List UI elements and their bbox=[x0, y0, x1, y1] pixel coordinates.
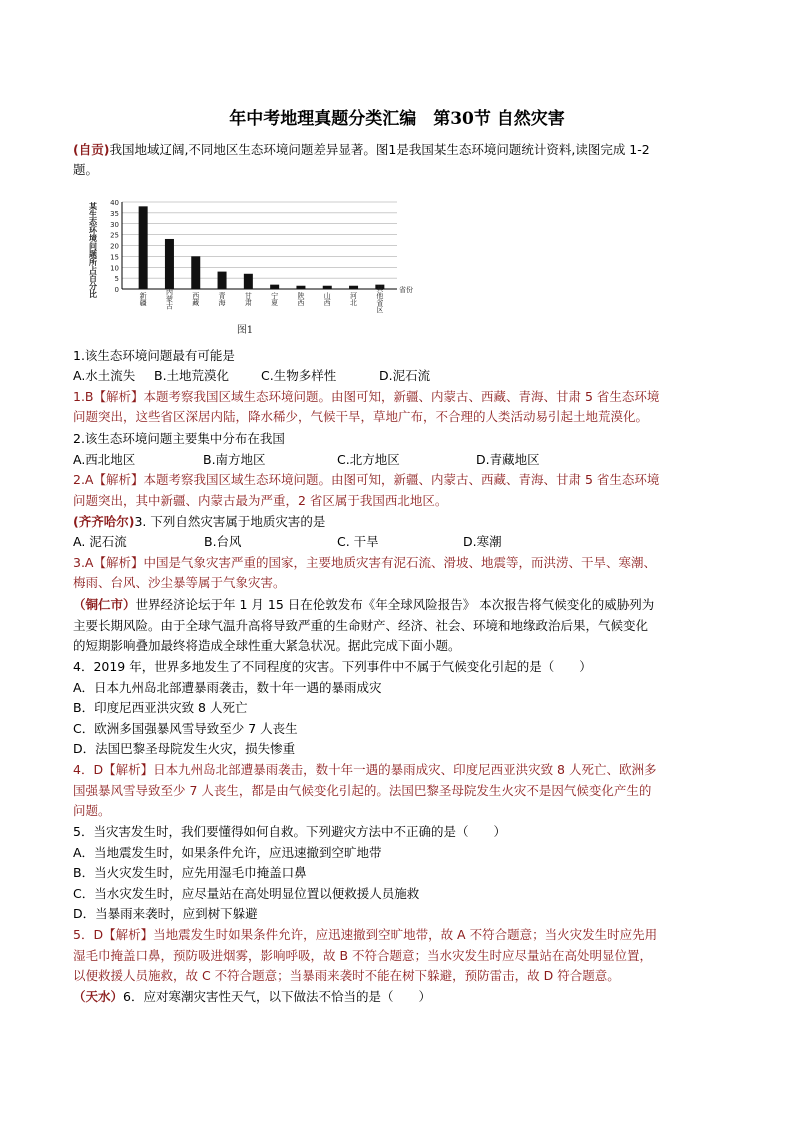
bar bbox=[323, 286, 332, 289]
answer-2-line: 问题突出，其中新疆、内蒙古最为严重，2 省区属于我国西北地区。 bbox=[73, 493, 448, 508]
bar-chart bbox=[85, 188, 415, 338]
y-tick-label: 0 bbox=[114, 286, 119, 294]
x-tick-label: 甘肃 bbox=[244, 292, 253, 306]
answer-5-line: 以便救援人员施救，故 C 不符合题意；当暴雨来袭时不能在树下躲避，预防雷击，故 D 符合题意。 bbox=[73, 968, 620, 983]
question-1: 1.该生态环境问题最有可能是 bbox=[73, 348, 235, 363]
bar bbox=[139, 206, 148, 289]
option-d: D．法国巴黎圣母院发生火灾，损失惨重 bbox=[73, 741, 296, 756]
answer-4-line: 4．D【解析】日本九州岛北部遭暴雨袭击，数十年一遇的暴雨成灾、印度尼西亚洪灾致 8 人死亡、欧洲多 bbox=[73, 762, 657, 777]
y-tick-label: 10 bbox=[110, 264, 119, 273]
option-c: C.北方地区 bbox=[337, 452, 400, 467]
answer-1-line: 1.B【解析】本题考察我国区域生态环境问题。由图可知，新疆、内蒙古、西藏、青海、甘肃 5 省生态环境 bbox=[73, 389, 660, 404]
question-1-options bbox=[73, 366, 723, 387]
x-tick-label: 河北 bbox=[349, 292, 358, 306]
bar bbox=[296, 286, 305, 289]
option-b: B.台风 bbox=[204, 534, 242, 549]
option-a: A.水土流失 bbox=[73, 368, 136, 383]
source-tag: (自贡) bbox=[73, 142, 110, 157]
question-3: (齐齐哈尔)3. 下列自然灾害属于地质灾害的是 bbox=[73, 514, 326, 529]
y-tick-label: 25 bbox=[110, 231, 119, 240]
intro-line-2: 题。 bbox=[73, 162, 99, 177]
option-d: D.泥石流 bbox=[379, 368, 431, 383]
x-axis-label: 省份 bbox=[399, 286, 413, 294]
option-a: A．当地震发生时，如果条件允许，应迅速撤到空旷地带 bbox=[73, 845, 382, 860]
bar bbox=[270, 285, 279, 289]
question-3-options bbox=[73, 532, 723, 553]
y-tick-label: 15 bbox=[110, 253, 119, 262]
x-tick-label: 其他省区 bbox=[375, 285, 384, 313]
answer-5-line: 湿毛巾掩盖口鼻，预防吸进烟雾，影响呼吸，故 B 不符合题意；当水灾发生时应尽量站在高处明显位置， bbox=[73, 948, 653, 963]
option-c: C. 干旱 bbox=[337, 534, 379, 549]
y-tick-label: 40 bbox=[110, 199, 119, 207]
page-title: 年中考地理真题分类汇编 第30节 自然灾害 bbox=[229, 109, 565, 129]
answer-2-line: 2.A【解析】本题考察我国区域生态环境问题。由图可知，新疆、内蒙古、西藏、青海、甘肃 5 省生态环境 bbox=[73, 472, 660, 487]
passage-line: 的短期影响叠加最终将造成全球性重大紧急状况。据此完成下面小题。 bbox=[73, 638, 461, 653]
x-tick-label: 新疆 bbox=[139, 292, 148, 306]
question-6: （天水）6．应对寒潮灾害性天气，以下做法不恰当的是（ ） bbox=[73, 989, 431, 1004]
x-tick-label: 内蒙古 bbox=[165, 288, 174, 310]
option-d: D.寒潮 bbox=[463, 534, 502, 549]
bar bbox=[244, 274, 253, 289]
x-tick-label: 宁夏 bbox=[270, 292, 279, 306]
passage-line: （铜仁市）世界经济论坛于年 1 月 15 日在伦敦发布《年全球风险报告》 本次报告将气候变化的威胁列为 bbox=[73, 597, 655, 612]
figure-caption: 图1 bbox=[236, 325, 254, 336]
bar bbox=[349, 286, 358, 289]
question-2: 2.该生态环境问题主要集中分布在我国 bbox=[73, 431, 285, 446]
bar bbox=[191, 256, 200, 289]
option-b: B.南方地区 bbox=[203, 452, 266, 467]
option-b: B.土地荒漠化 bbox=[154, 368, 230, 383]
source-tag: (齐齐哈尔) bbox=[73, 514, 135, 529]
source-tag: （铜仁市） bbox=[73, 597, 136, 612]
x-tick-label: 陕西 bbox=[296, 292, 305, 306]
answer-3-line: 3.A【解析】中国是气象灾害严重的国家，主要地质灾害有泥石流、滑坡、地震等，而洪涝、干旱、寒潮、 bbox=[73, 555, 656, 570]
option-a: A.西北地区 bbox=[73, 452, 136, 467]
option-c: C．当水灾发生时，应尽量站在高处明显位置以便救援人员施救 bbox=[73, 886, 420, 901]
source-tag: （天水） bbox=[73, 989, 124, 1004]
answer-4-line: 国强暴风雪导致至少 7 人丧生，都是由气候变化引起的。法国巴黎圣母院发生火灾不是因气候变化产生的 bbox=[73, 783, 652, 798]
y-tick-label: 20 bbox=[110, 242, 119, 251]
option-b: B．印度尼西亚洪灾致 8 人死亡 bbox=[73, 700, 248, 715]
bar bbox=[218, 272, 227, 289]
answer-3-line: 梅雨、台风、沙尘暴等属于气象灾害。 bbox=[73, 575, 286, 590]
option-d: D．当暴雨来袭时，应到树下躲避 bbox=[73, 906, 258, 921]
option-d: D.青藏地区 bbox=[476, 452, 540, 467]
answer-1-line: 问题突出，这些省区深居内陆，降水稀少，气候干旱，草地广布，不合理的人类活动易引起土地荒漠化。 bbox=[73, 409, 649, 424]
answer-5-line: 5．D【解析】当地震发生时如果条件允许，应迅速撤到空旷地带，故 A 不符合题意；当火灾发生时应先用 bbox=[73, 927, 658, 942]
intro-line: (自贡)我国地域辽阔,不同地区生态环境问题差异显著。图1是我国某生态环境问题统计资料,读图完成 1-2 bbox=[73, 142, 650, 157]
answer-4-line: 问题。 bbox=[73, 803, 111, 818]
y-tick-label: 35 bbox=[110, 209, 119, 218]
y-tick-label: 5 bbox=[114, 275, 119, 284]
x-tick-label: 山西 bbox=[323, 292, 332, 306]
option-a: A．日本九州岛北部遭暴雨袭击，数十年一遇的暴雨成灾 bbox=[73, 680, 382, 695]
x-tick-label: 西藏 bbox=[191, 292, 200, 306]
option-c: C.生物多样性 bbox=[261, 368, 337, 383]
y-axis-label: 某生态环境问题所占百分比 bbox=[88, 202, 98, 298]
passage-line: 主要长期风险。由于全球气温升高将导致严重的生命财产、经济、社会、环境和地缘政治后果，气候变化 bbox=[73, 618, 649, 633]
bar bbox=[165, 239, 174, 289]
question-4: 4．2019 年，世界多地发生了不同程度的灾害。下列事件中不属于气候变化引起的是（ ） bbox=[73, 659, 592, 674]
option-a: A. 泥石流 bbox=[73, 534, 127, 549]
y-tick-label: 30 bbox=[110, 220, 119, 229]
option-b: B．当火灾发生时，应先用湿毛巾掩盖口鼻 bbox=[73, 865, 307, 880]
x-tick-label: 青海 bbox=[218, 292, 227, 306]
option-c: C．欧洲多国强暴风雪导致至少 7 人丧生 bbox=[73, 721, 298, 736]
question-2-options bbox=[73, 450, 723, 471]
question-5: 5．当灾害发生时，我们要懂得如何自救。下列避灾方法中不正确的是（ ） bbox=[73, 824, 506, 839]
